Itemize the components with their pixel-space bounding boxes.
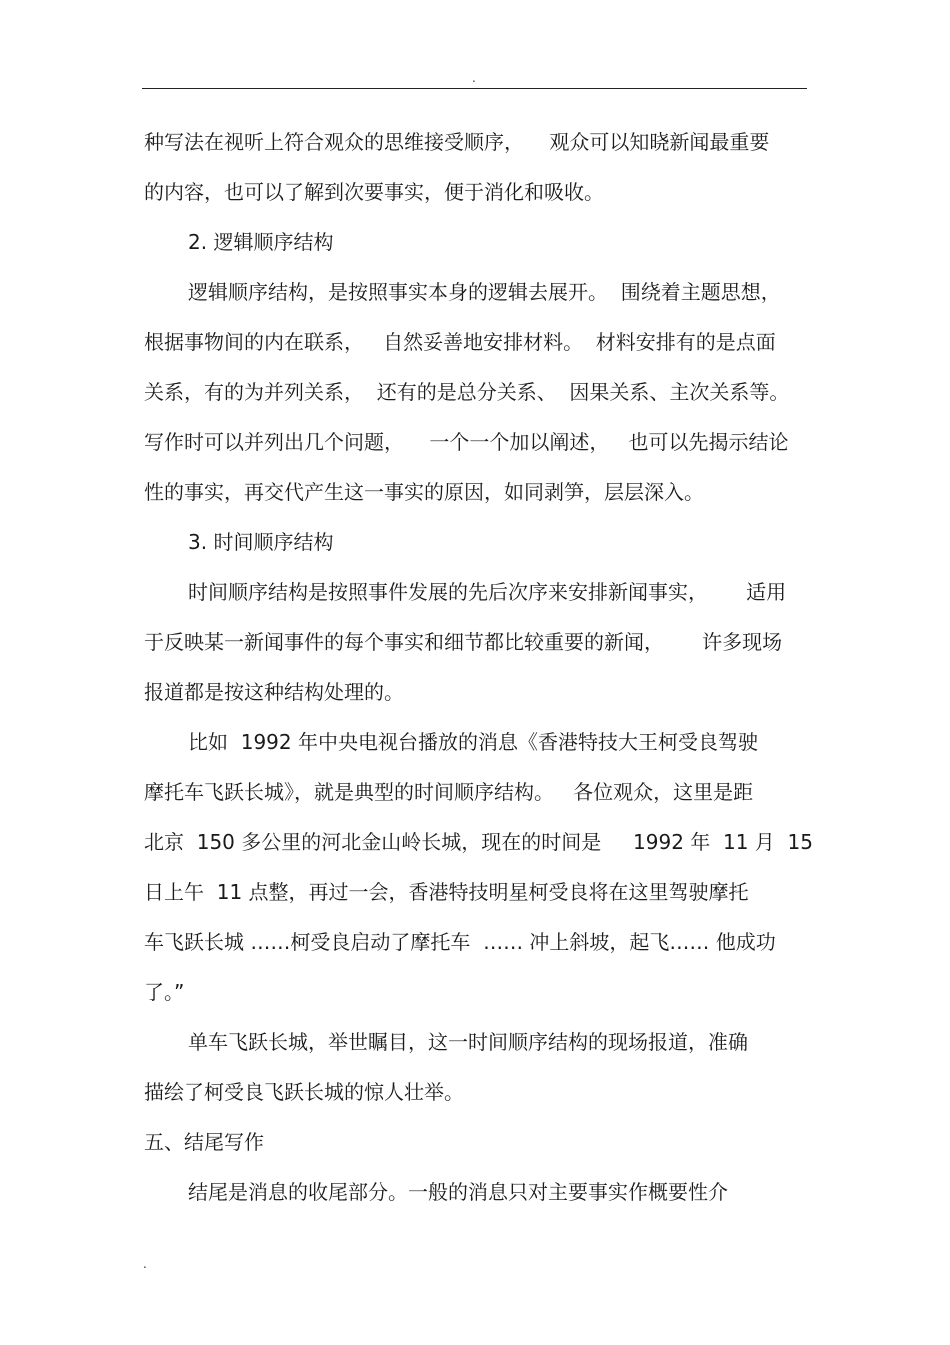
text-line: 车飞跃长城 ……柯受良启动了摩托车 …… 冲上斜坡，起飞…… 他成功 <box>144 930 776 954</box>
text-line: 根据事物间的内在联系， 自然妥善地安排材料。 材料安排有的是点面 <box>144 330 776 354</box>
section-heading: 五、结尾写作 <box>144 1130 264 1154</box>
text-line: 单车飞跃长城，举世瞩目，这一时间顺序结构的现场报道，准确 <box>188 1030 748 1054</box>
text-line: 结尾是消息的收尾部分。一般的消息只对主要事实作概要性介 <box>188 1180 728 1204</box>
text-line: 性的事实，再交代产生这一事实的原因，如同剥笋，层层深入。 <box>144 480 704 504</box>
document-body <box>144 117 813 1217</box>
section-heading: 3. 时间顺序结构 <box>188 530 334 554</box>
text-line: 时间顺序结构是按照事件发展的先后次序来安排新闻事实， 适用 <box>188 580 787 604</box>
header-dot: . <box>472 71 476 85</box>
text-line: 报道都是按这种结构处理的。 <box>144 680 404 704</box>
text-line: 比如 1992 年中央电视台播放的消息《香港特技大王柯受良驾驶 <box>188 730 758 754</box>
text-line: 逻辑顺序结构，是按照事实本身的逻辑去展开。 围绕着主题思想， <box>188 280 781 304</box>
text-line: 描绘了柯受良飞跃长城的惊人壮举。 <box>144 1080 464 1104</box>
header-rule <box>142 88 807 89</box>
text-line: 于反映某一新闻事件的每个事实和细节都比较重要的新闻， 许多现场 <box>144 630 783 654</box>
text-line: 日上午 11 点整，再过一会，香港特技明星柯受良将在这里驾驶摩托 <box>144 880 749 904</box>
text-line: 的内容，也可以了解到次要事实，便于消化和吸收。 <box>144 180 604 204</box>
section-heading: 2. 逻辑顺序结构 <box>188 230 334 254</box>
text-line: 关系，有的为并列关系， 还有的是总分关系、 因果关系、主次关系等。 <box>144 380 790 404</box>
text-line: 了。” <box>144 980 185 1004</box>
text-line: 种写法在视听上符合观众的思维接受顺序， 观众可以知晓新闻最重要 <box>144 130 770 154</box>
text-line: 写作时可以并列出几个问题， 一个一个加以阐述， 也可以先揭示结论 <box>144 430 789 454</box>
text-line: 北京 150 多公里的河北金山岭长城，现在的时间是 1992 年 11 月 15 <box>144 830 813 854</box>
footer-dot: . <box>143 1257 147 1271</box>
text-line: 摩托车飞跃长城》，就是典型的时间顺序结构。 各位观众，这里是距 <box>144 780 754 804</box>
